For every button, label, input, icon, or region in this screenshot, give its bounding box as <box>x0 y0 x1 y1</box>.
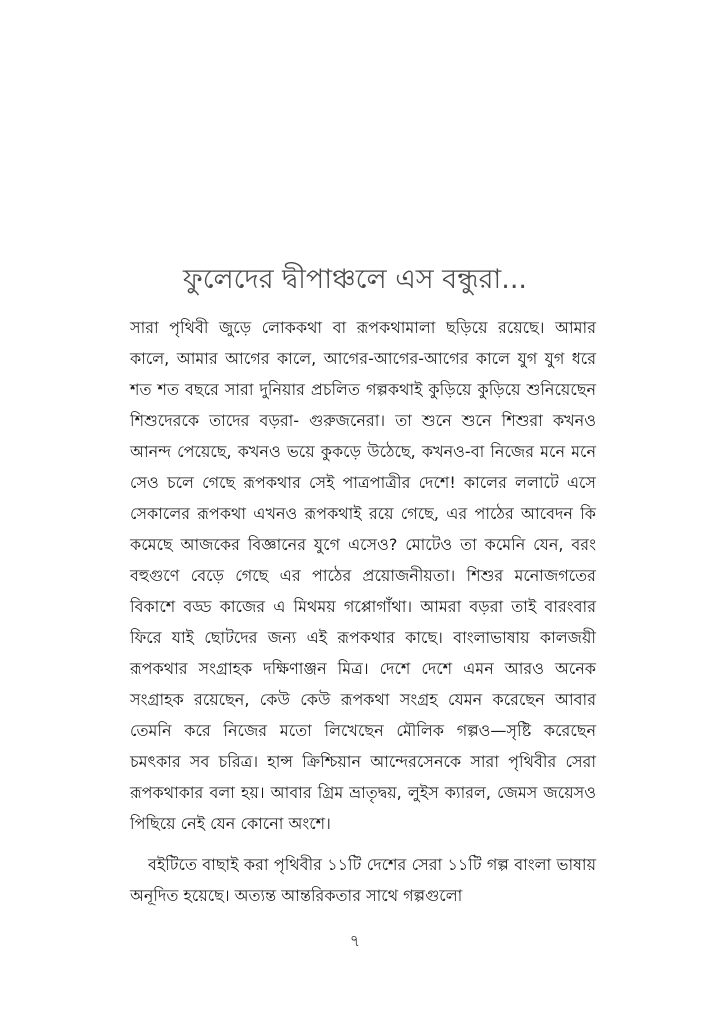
paragraph-2: বইটিতে বাছাই করা পৃথিবীর ১১টি দেশের সেরা ১১টি গল্প বাংলা ভাষায় অনূদিত হয়েছে। অত্যন্ত আন্তরিকতার সাথে গল্পগুলো <box>130 855 596 905</box>
body-text <box>130 312 596 911</box>
paragraph-1: সারা পৃথিবী জুড়ে লোককথা বা রূপকথামালা ছড়িয়ে রয়েছে। আমার কালে, আমার আগের কালে, আগের-আগের-আগের কালে যুগ যুগ ধরে শত শত বছরে সারা দুনিয়ার প্রচলিত গল্পকথাই কুড়িয়ে কুড়িয়ে শুনিয়েছেন শিশুদেরকে তাদের বড়রা- গুরুজনেরা। তা শুনে শুনে শিশুরা কখনও আনন্দ পেয়েছে, কখনও ভয়ে কুকড়ে উঠেছে, কখনও-বা নিজের মনে মনে সেও চলে গেছে রূপকথার সেই পাত্রপাত্রীর দেশে! কালের ললাটে এসে সেকালের রূপকথা এখনও রূপকথাই রয়ে গেছে, এর পাঠের আবেদন কি কমেছে আজকের বিজ্ঞানের যুগে এসেও? মোটেও তা কমেনি যেন, বরং বহুগুণে বেড়ে গেছে এর পাঠের প্রয়োজনীয়তা। শিশুর মনোজগতের বিকাশে বড্ড কাজের এ মিথময় গপ্পোগাঁথা। আমরা বড়রা তাই বারংবার ফিরে যাই ছোটদের জন্য এই রূপকথার কাছে। বাংলাভাষায় কালজয়ী রূপকথার সংগ্রাহক দক্ষিণাঞ্জন মিত্র। দেশে দেশে এমন আরও অনেক সংগ্রাহক রয়েছেন, কেউ কেউ রূপকথা সংগ্রহ যেমন করেছেন আবার তেমনি করে নিজের মতো লিখেছেন মৌলিক গল্পও—সৃষ্টি করেছেন চমৎকার সব চরিত্র। হান্স ক্রিশ্চিয়ান আন্দেরসেনকে সারা পৃথিবীর সেরা রূপকথাকার বলা হয়। আবার গ্রিম ভ্রাতৃদ্বয়, লুইস ক্যারল, জেমস জয়েসও পিছিয়ে নেই যেন কোনো অংশে। <box>130 318 596 833</box>
page-number: ৭ <box>349 931 361 950</box>
page-title: ফুলেদের দ্বীপাঞ্চলে এস বন্ধুরা... <box>182 264 528 295</box>
